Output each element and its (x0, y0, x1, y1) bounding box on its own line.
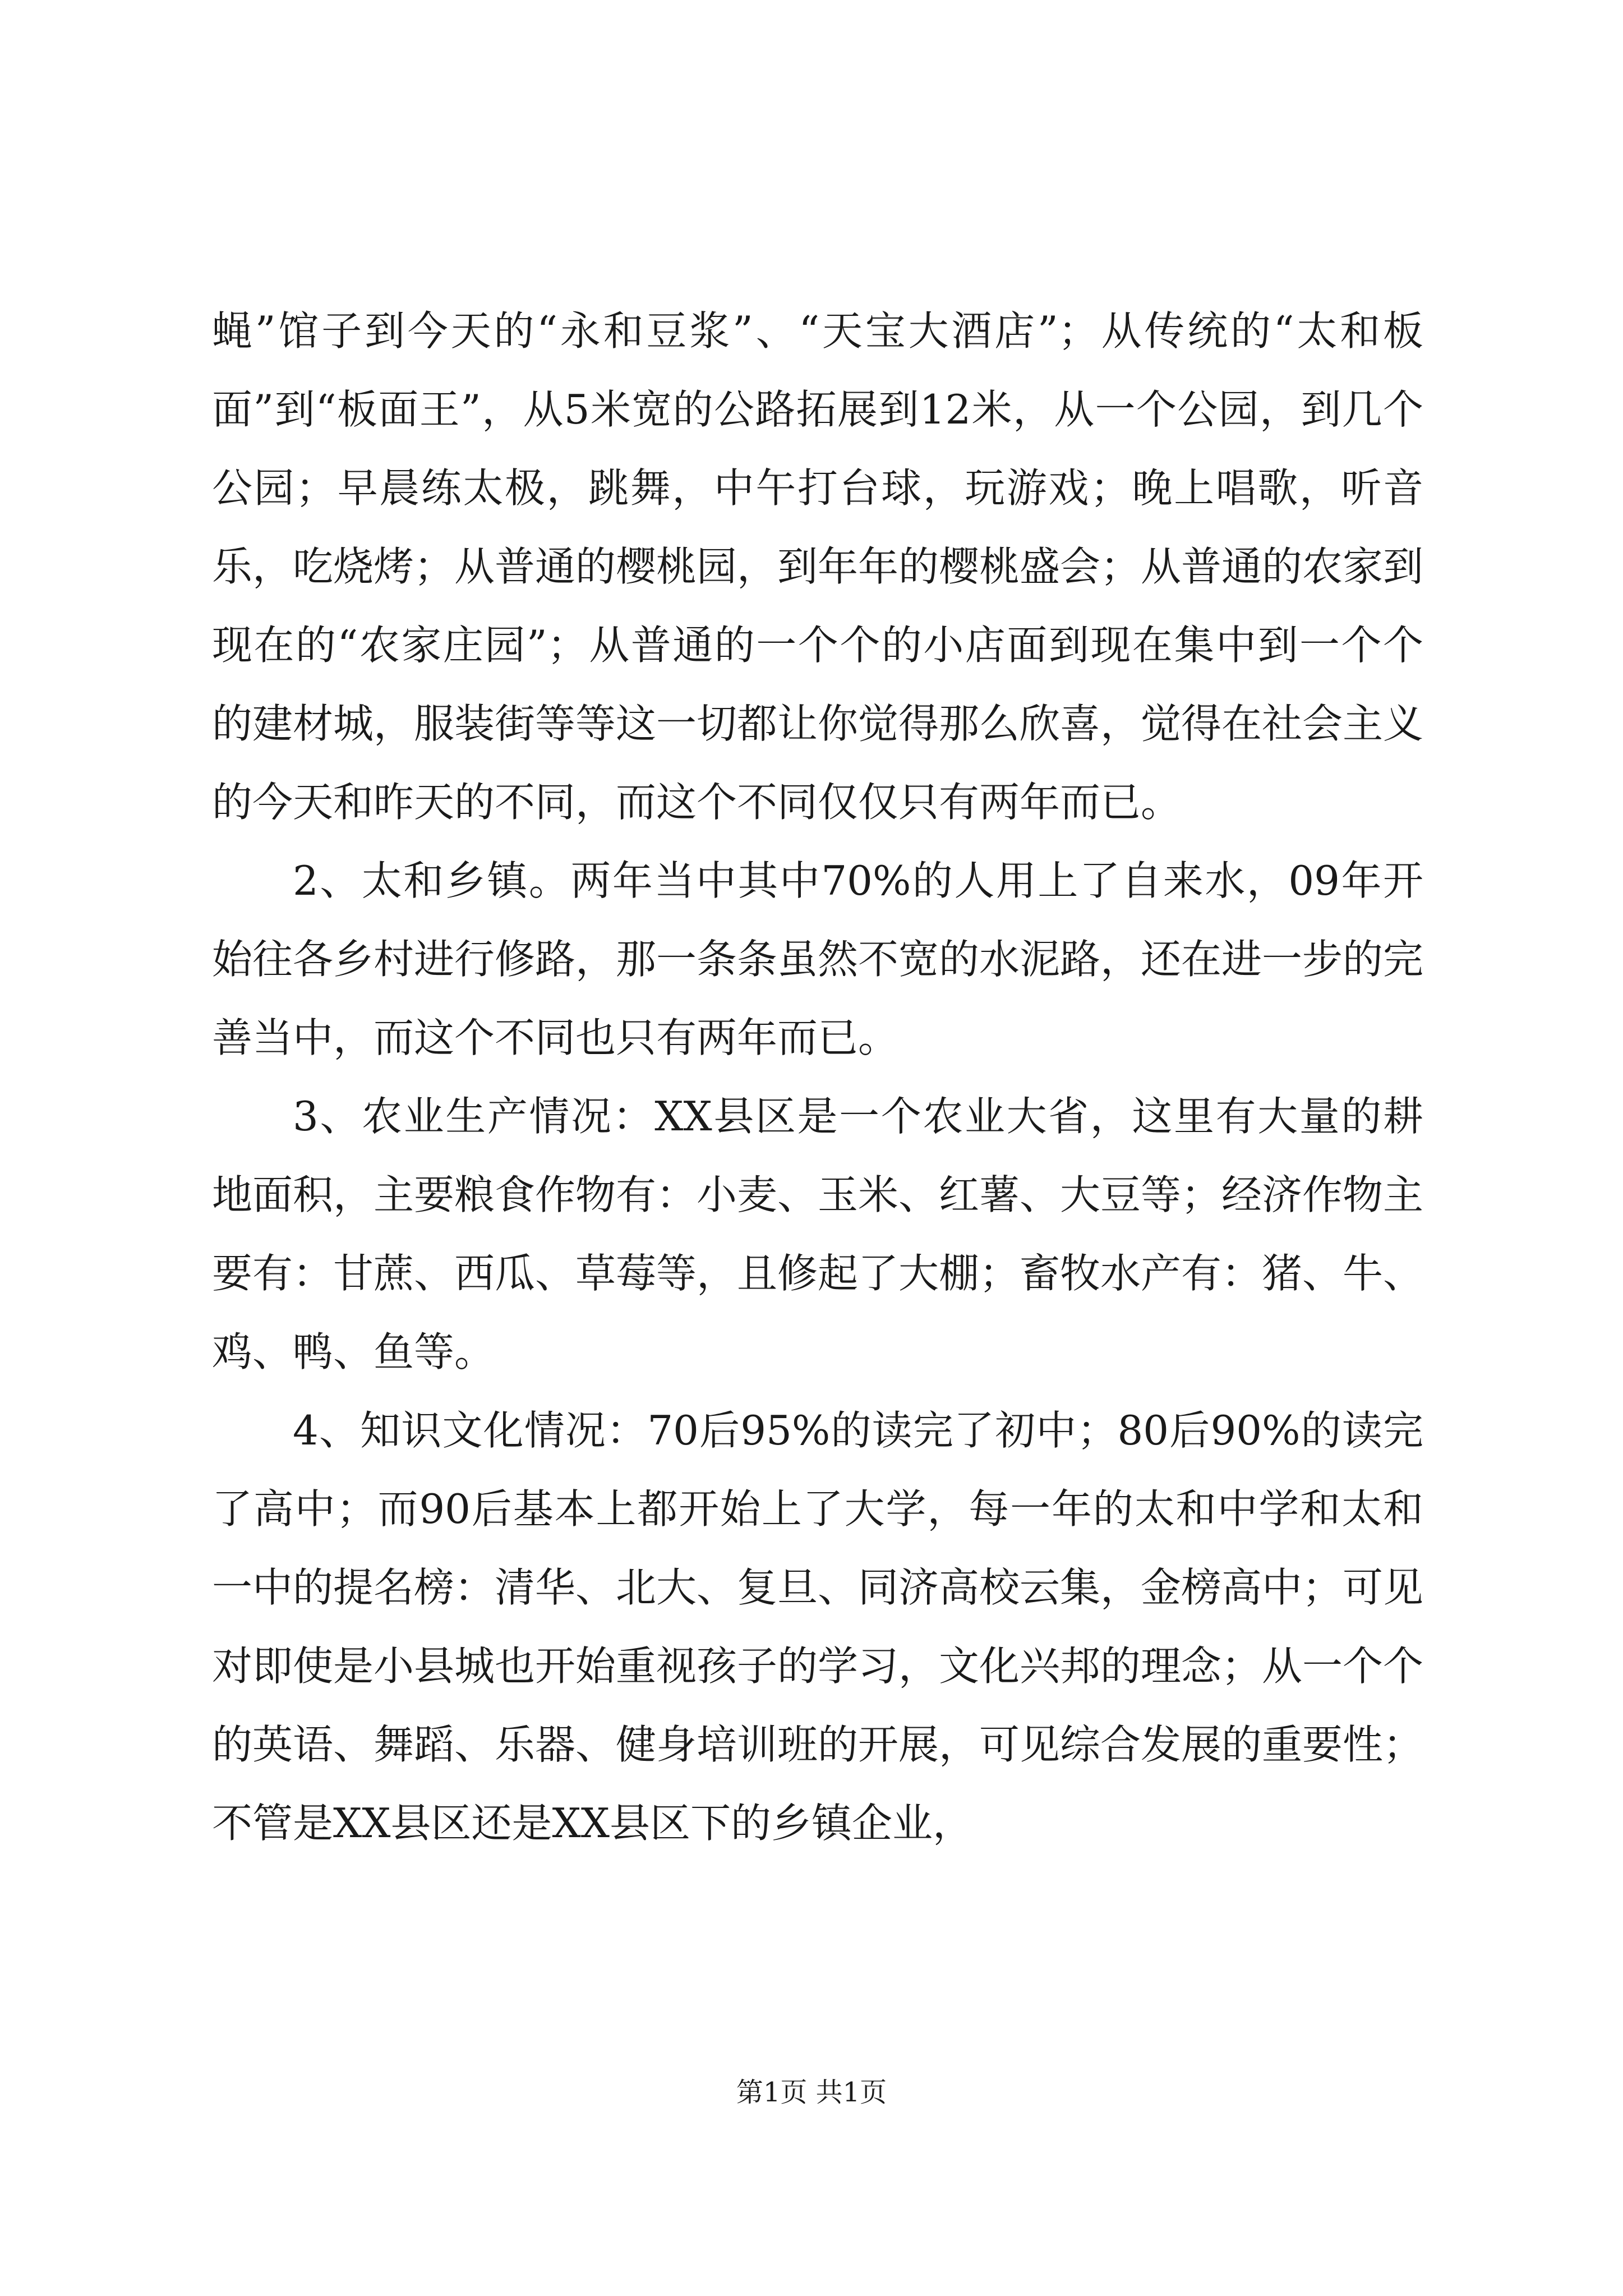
paragraph-item-3: 3、农业生产情况：XX县区是一个农业大省，这里有大量的耕地面积，主要粮食作物有：小麦、玉米、红薯、大豆等；经济作物主要有：甘蔗、西瓜、草莓等，且修起了大棚；畜牧水产有：猪、牛、鸡、鸭、鱼等。 (212, 1093, 1424, 1375)
paragraph-item-4: 4、知识文化情况：70后95%的读完了初中；80后90%的读完了高中；而90后基本上都开始上了大学，每一年的太和中学和太和一中的提名榜：清华、北大、复旦、同济高校云集，金榜高中；可见对即使是小县城也开始重视孩子的学习，文化兴邦的理念；从一个个的英语、舞蹈、乐器、健身培训班的开展，可见综合发展的重要性；不管是XX县区还是XX县区下的乡镇企业， (212, 1407, 1424, 1847)
page-footer: 第1页 共1页 (736, 2077, 887, 2108)
document-body (212, 292, 1423, 1862)
paragraph-item-2: 2、太和乡镇。两年当中其中70%的人用上了自来水，09年开始往各乡村进行修路，那一条条虽然不宽的水泥路，还在进一步的完善当中，而这个不同也只有两年而已。 (212, 857, 1424, 1061)
paragraph-continuation: 蝇”馆子到今天的“永和豆浆”、“天宝大酒店”；从传统的“太和板面”到“板面王”，从5米宽的公路拓展到12米，从一个公园，到几个公园；早晨练太极，跳舞，中午打台球，玩游戏；晚上唱歌，听音乐，吃烧烤；从普通的樱桃园，到年年的樱桃盛会；从普通的农家到现在的“农家庄园”；从普通的一个个的小店面到现在集中到一个个的建材城，服装街等等这一切都让你觉得那么欣喜，觉得在社会主义的今天和昨天的不同，而这个不同仅仅只有两年而已。 (212, 307, 1424, 826)
